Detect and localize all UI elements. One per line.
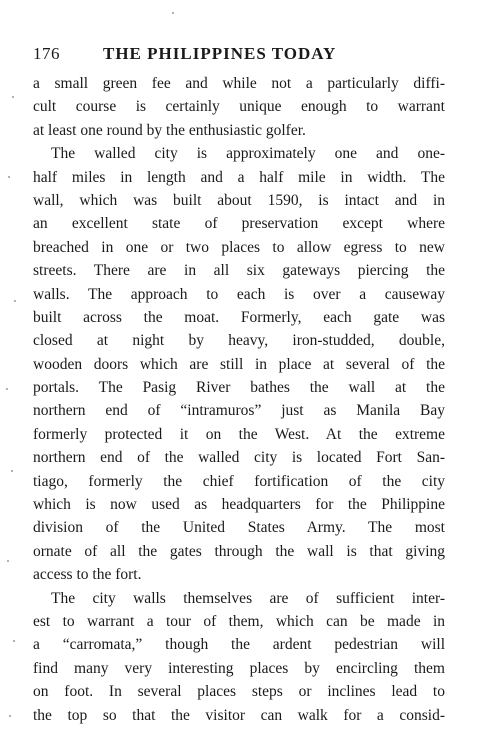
- text-line: ornate of all the gates through the wall is that giving: [33, 542, 445, 560]
- page-header: [33, 44, 453, 68]
- page-number: 176: [33, 44, 60, 63]
- text-line: portals. The Pasig River bathes the wall at the: [33, 379, 445, 397]
- text-line: built across the moat. Formerly, each gate was: [33, 308, 445, 326]
- text-line: wooden doors which are still in place at several of the: [33, 355, 445, 373]
- text-line: access to the fort.: [33, 566, 142, 584]
- text-line: on foot. In several places steps or inclines lead to: [33, 683, 445, 701]
- text-line: northern end of “intramuros” just as Manila Bay: [33, 402, 445, 420]
- text-line: tiago, formerly the chief fortification of the city: [33, 472, 445, 490]
- text-line: find many very interesting places by encircling them: [33, 659, 445, 677]
- text-line: at least one round by the enthusiastic golfer.: [33, 121, 306, 139]
- text-line: The city walls themselves are of sufficient inter-: [51, 589, 445, 607]
- text-line: breached in one or two places to allow egress to new: [33, 238, 445, 256]
- text-line: est to warrant a tour of them, which can be made in: [33, 612, 445, 630]
- text-line: a “carromata,” though the ardent pedestrian will: [33, 636, 445, 654]
- text-line: division of the United States Army. The most: [33, 519, 445, 537]
- text-line: which is now used as headquarters for the Philippine: [33, 496, 445, 514]
- text-line: an excellent state of preservation except where: [33, 215, 445, 233]
- text-line: half miles in length and a half mile in width. The: [33, 168, 445, 186]
- text-line: The walled city is approximately one and one-: [51, 145, 445, 163]
- text-line: streets. There are in all six gateways piercing the: [33, 262, 445, 280]
- body-text: [33, 72, 445, 727]
- text-line: the top so that the visitor can walk for a consid-: [33, 706, 445, 724]
- running-title: THE PHILIPPINES TODAY: [103, 44, 337, 63]
- text-line: a small green fee and while not a particularly diffi-: [33, 75, 445, 92]
- text-line: northern end of the walled city is located Fort San-: [33, 449, 445, 467]
- text-line: closed at night by heavy, iron-studded, double,: [33, 332, 445, 350]
- text-line: wall, which was built about 1590, is intact and in: [33, 191, 445, 209]
- text-line: walls. The approach to each is over a causeway: [33, 285, 445, 303]
- text-line: formerly protected it on the West. At the extreme: [33, 425, 445, 443]
- text-line: cult course is certainly unique enough to warrant: [33, 98, 445, 116]
